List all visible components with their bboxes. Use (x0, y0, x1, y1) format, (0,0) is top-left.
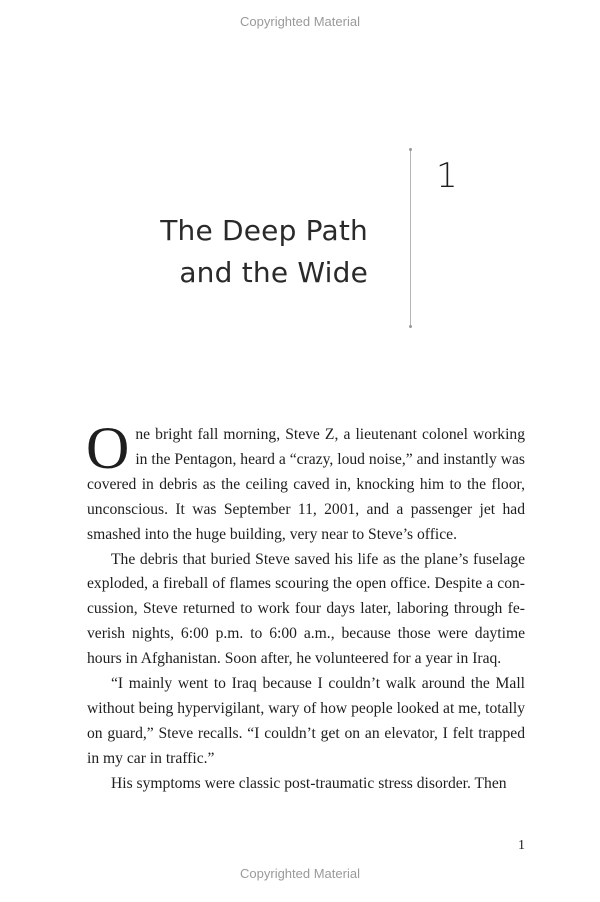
paragraph-1 (86, 415, 525, 548)
rule-end-dot-bottom (409, 325, 412, 328)
paragraph-2: The debris that buried Steve saved his life as the plane’s fuselage exploded, a fireball of flames scouring the open office. Despite a concussion, Steve returned to work four days later, laboring through feverish nights, 6:00 p.m. to 6:00 a.m., because those were daytime hours in Afghanistan. Soon after, he volunteered for a year in Iraq. (87, 550, 525, 668)
paragraph-1-text: ne bright fall morning, Steve Z, a lieutenant colonel working in the Pentagon, heard a “crazy, loud noise,” and instantly was covered in debris as the ceiling caved in, knocking him to the floor, unconscious. It was September 11, 2001, and a passenger jet had smashed into the huge building, very near to Steve’s office. (87, 426, 525, 543)
paragraph-3: “I mainly went to Iraq because I couldn’t walk around the Mall without being hypervigilant, wary of how people looked at me, totally on guard,” Steve recalls. “I couldn’t get on an elevator, I felt trapped in my car in traffic.” (87, 675, 525, 767)
copyright-watermark-top: Copyrighted Material (240, 14, 360, 29)
drop-cap: O (86, 415, 130, 481)
chapter-title-line-2: and the Wide (179, 256, 368, 289)
page-number: 1 (518, 838, 525, 853)
chapter-body (86, 415, 525, 797)
rule-end-dot-top (409, 148, 412, 151)
chapter-divider-rule (410, 150, 411, 326)
copyright-watermark-bottom: Copyrighted Material (240, 866, 360, 881)
chapter-title (160, 210, 368, 294)
chapter-title-line-1: The Deep Path (160, 214, 368, 247)
chapter-number: 1 (436, 156, 458, 196)
paragraph-4: His symptoms were classic post-traumatic stress disorder. Then (111, 774, 507, 792)
